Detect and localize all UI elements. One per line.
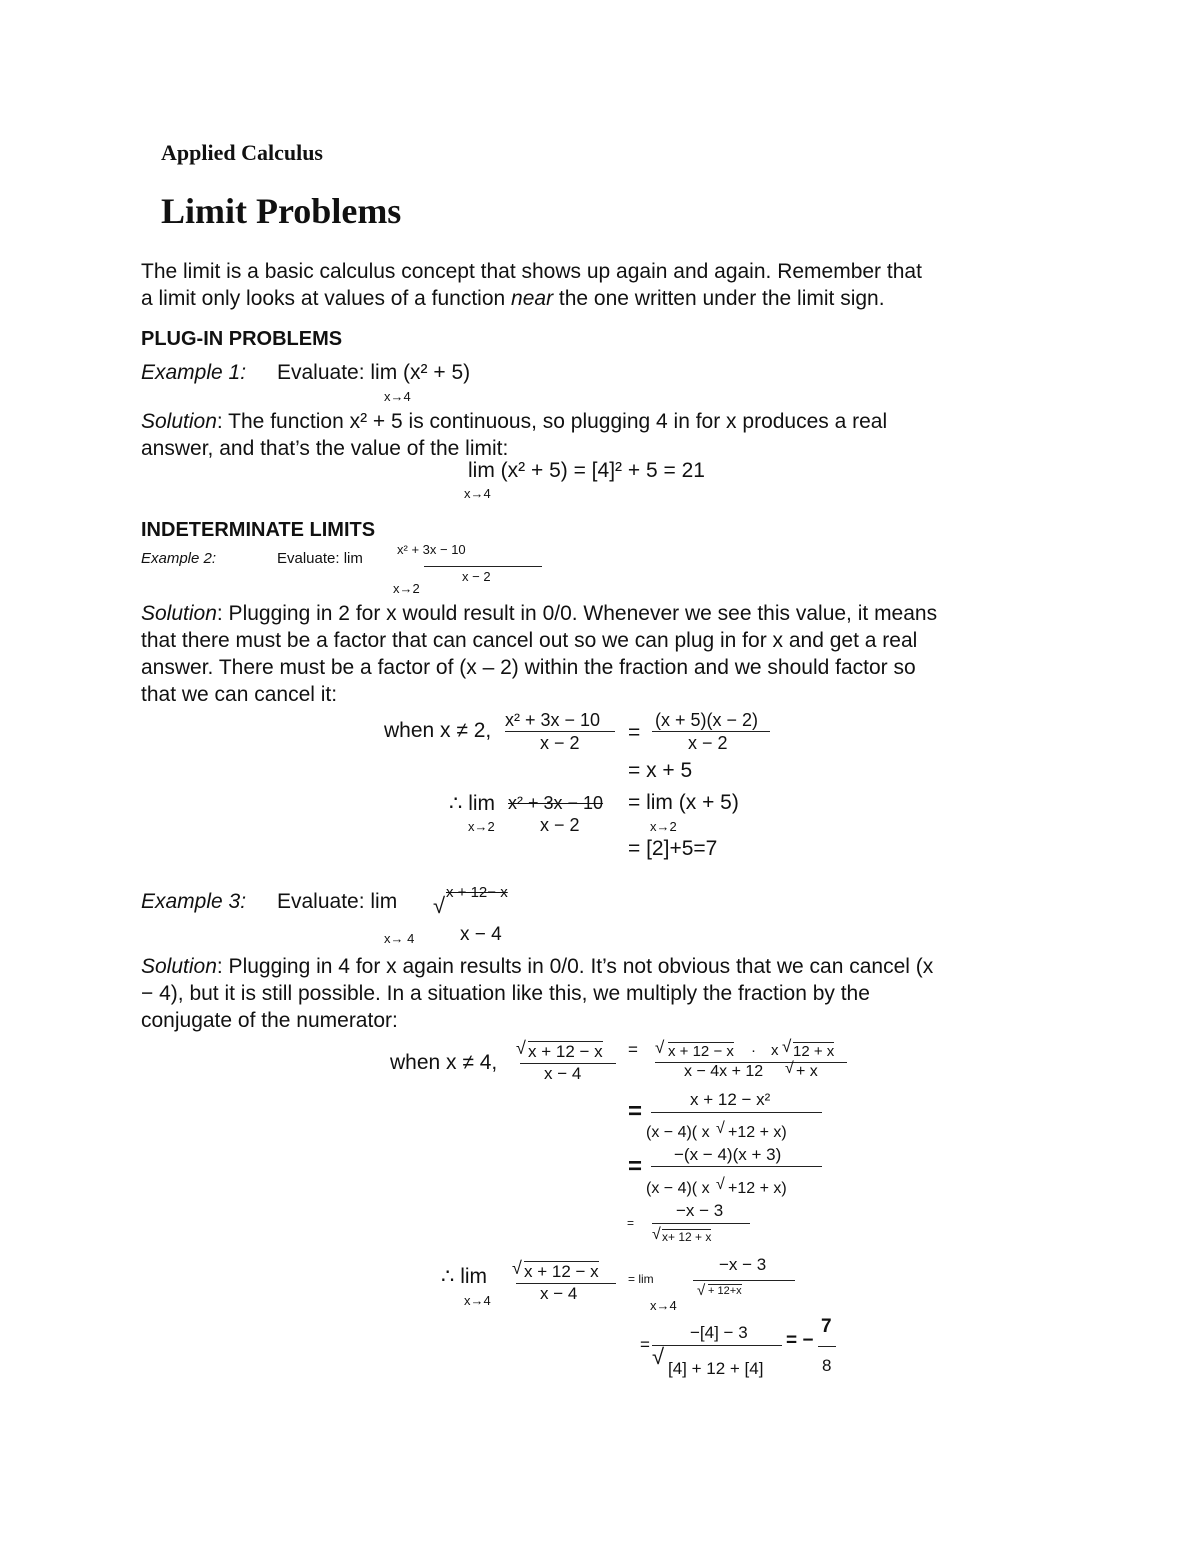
example-1-subscript: x→4 [384,389,411,404]
example-3-sqrt-icon: √ [433,893,446,918]
example-2-factored-denominator: x − 2 [688,733,728,753]
emphasis-near: near [511,287,554,310]
course-name: Applied Calculus [161,140,323,165]
solution-2-line-2: that there must be a factor that can cancel out so we can plug in for x and get a real [141,629,918,652]
example-3-conj-x: x [771,1042,779,1059]
example-2-factored-bar [652,731,770,732]
example-3-step-numerator: x + 12 − x [528,1042,603,1061]
example-3-final-sqrt-icon: √ [652,1344,665,1369]
example-3-equals: = [628,1040,638,1059]
example-3-answer-numerator: 7 [821,1316,832,1337]
example-3-therefore-lim: ∴ lim [441,1265,488,1288]
example-3-step3-sqrt-icon: √ [652,1226,661,1243]
example-2-equals: = [628,721,641,744]
example-3-final-equals: = [640,1335,650,1354]
example-3-conj-sqrt2-icon: √ [782,1037,792,1056]
example-3-therefore-rhs-sqrt-icon: √ [697,1282,706,1299]
example-3-step2-sqrt-icon: √ [716,1176,725,1193]
example-2-solution [141,600,1041,708]
example-3-answer-sign: = − [786,1330,814,1351]
example-3-subscript: x→ 4 [384,931,415,946]
example-3-solution [141,953,1041,1034]
example-3-step2-numerator: −(x − 4)(x + 3) [674,1145,782,1164]
example-3-label: Example 3: [141,890,247,913]
example-3-conj-sqrt-icon: √ [655,1038,665,1057]
example-1-solution [141,408,1041,462]
example-3-step2-denominator-2: +12 + x) [728,1180,787,1197]
example-2-factored-numerator: (x + 5)(x − 2) [655,710,759,730]
example-3-therefore-rhs-bar [693,1280,795,1281]
example-1-result-subscript: x→4 [464,486,491,501]
example-2-cancelled-denominator: x − 2 [540,815,580,835]
example-3-denominator: x − 4 [460,924,502,945]
example-2-numerator: x² + 3x − 10 [397,542,466,557]
example-3-conj-den-sqrt-icon: √ [785,1060,794,1077]
intro-line-1: The limit is a basic calculus concept that shows up again and again. Remember that [141,260,922,283]
solution-3-line-2: − 4), but it is still possible. In a situation like this, we multiply the fraction by the [141,982,870,1005]
example-2-fraction-bar [424,566,542,567]
example-2-final: = [2]+5=7 [628,837,718,860]
example-2-therefore-subscript: x→2 [468,819,495,834]
example-3-therefore-subscript: x→4 [464,1293,491,1308]
solution-3-line-3: conjugate of the numerator: [141,1009,398,1032]
example-1-label: Example 1: [141,361,247,384]
example-2-label: Example 2: [141,550,217,567]
example-3-conj-numerator-2: 12 + x [793,1043,835,1060]
example-3-condition: when x ≠ 4, [390,1051,498,1074]
solution-1-line-2: answer, and that’s the value of the limit: [141,437,509,460]
example-3-step1-equals: = [628,1098,643,1125]
example-3-step3-bar [652,1223,750,1224]
example-3-step3-equals: = [627,1216,635,1230]
example-3-step2-bar [651,1166,822,1167]
example-2-simplified: = x + 5 [628,759,693,782]
example-3-answer-bar [818,1346,836,1347]
intro-paragraph [141,258,1041,312]
example-2-denominator: x − 2 [462,569,491,584]
example-3-numerator: x + 12− x [446,884,508,901]
example-2-step-denominator: x − 2 [540,733,580,753]
example-3-final-numerator: −[4] − 3 [690,1323,748,1342]
example-3-step-denominator: x − 4 [544,1064,582,1083]
example-2-therefore-rhs-subscript: x→2 [650,819,677,834]
example-1-expression: Evaluate: lim (x² + 5) [277,361,471,384]
section-heading-plugin: PLUG-IN PROBLEMS [141,328,343,350]
example-3-step2-equals: = [628,1153,643,1180]
example-3-step1-numerator: x + 12 − x² [690,1090,771,1109]
example-3-conj-numerator: x + 12 − x [668,1043,734,1060]
example-2-cancelled-numerator: x² + 3x − 10 [508,793,604,813]
example-2-therefore-rhs: = lim (x + 5) [628,791,739,814]
example-3-step1-sqrt-icon: √ [716,1120,725,1137]
example-3-step1-denominator: (x − 4)( x [646,1124,710,1141]
example-3-conj-denominator-2: + x [796,1063,818,1080]
example-3-final-bar [652,1345,782,1346]
example-1-result: lim (x² + 5) = [4]² + 5 = 21 [468,459,705,482]
example-3-step2-denominator: (x − 4)( x [646,1180,710,1197]
example-3-answer-denominator: 8 [822,1356,832,1375]
solution-2-line-3: answer. There must be a factor of (x – 2) within the fraction and we should factor so [141,656,916,679]
example-3-therefore-rhs-denominator: + 12+x [708,1285,742,1297]
solution-1-line-1: Solution: The function x² + 5 is continuous, so plugging 4 in for x produces a real [141,410,888,433]
example-3-therefore-denominator: x − 4 [540,1284,578,1303]
example-2-condition: when x ≠ 2, [384,719,492,742]
example-3-conj-denominator: x − 4x + 12 [684,1063,764,1080]
example-2-subscript: x→2 [393,581,420,596]
section-heading-indeterminate: INDETERMINATE LIMITS [141,519,376,541]
solution-3-line-1: Solution: Plugging in 4 for x again results in 0/0. It’s not obvious that we can cancel (x [141,955,934,978]
example-3-step1-bar [651,1112,822,1113]
example-2-therefore-lim: ∴ lim [449,792,496,815]
example-2-evaluate: Evaluate: lim [277,550,363,567]
example-3-step3-numerator: −x − 3 [676,1201,724,1220]
solution-2-line-4: that we can cancel it: [141,683,338,706]
example-3-final-denominator: [4] + 12 + [4] [668,1359,764,1378]
example-3-evaluate: Evaluate: lim [277,890,398,913]
example-2-step-bar [505,731,615,732]
example-3-therefore-numerator: x + 12 − x [524,1262,599,1281]
example-3-therefore-rhs-subscript: x→4 [650,1298,677,1313]
example-3-therefore-rhs: = lim [628,1272,654,1286]
example-3-step-sqrt-icon: √ [516,1038,526,1058]
page-title: Limit Problems [161,191,402,231]
example-2-step-numerator: x² + 3x − 10 [505,710,601,730]
example-3-step3-denominator: x+ 12 + x [662,1230,712,1244]
intro-line-2: a limit only looks at values of a function near the one written under the limit sign. [141,287,885,310]
example-3-therefore-sqrt-icon: √ [512,1258,522,1278]
example-3-dot: · [751,1042,756,1059]
example-3-step1-denominator-2: +12 + x) [728,1124,787,1141]
example-3-therefore-rhs-numerator: −x − 3 [719,1255,767,1274]
solution-2-line-1: Solution: Plugging in 2 for x would result in 0/0. Whenever we see this value, it means [141,602,938,625]
